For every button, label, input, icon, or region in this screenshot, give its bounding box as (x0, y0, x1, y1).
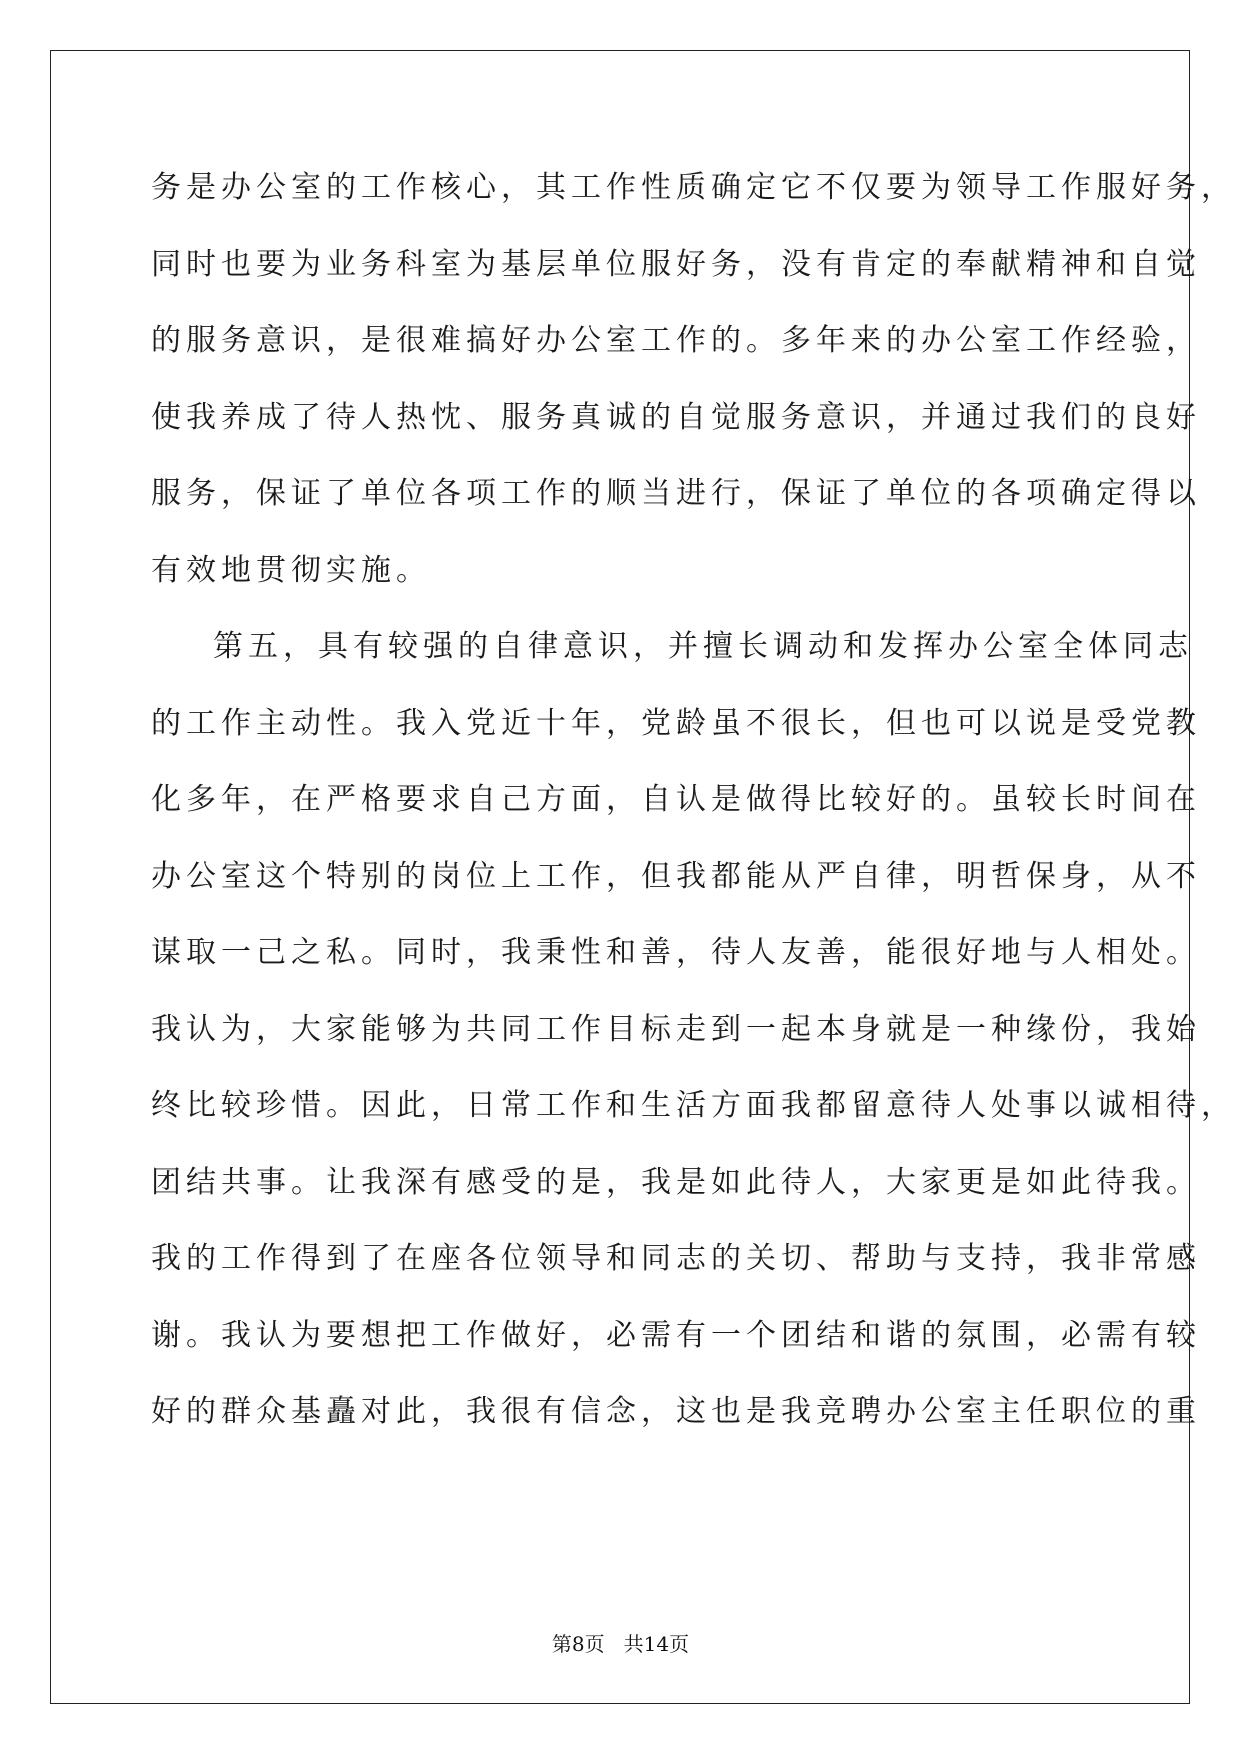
text-line: 谢。我认为要想把工作做好，必需有一个团结和谐的氛围，必需有较 (151, 1317, 1201, 1353)
text-line: 我认为，大家能够为共同工作目标走到一起本身就是一种缘份，我始 (151, 1011, 1201, 1047)
text-line: 使我养成了待人热忱、服务真诚的自觉服务意识，并通过我们的良好 (151, 399, 1201, 435)
text-line: 同时也要为业务科室为基层单位服好务，没有肯定的奉献精神和自觉 (151, 246, 1201, 282)
text-line: 终比较珍惜。因此，日常工作和生活方面我都留意待人处事以诚相待， (151, 1088, 1236, 1123)
text-line: 团结共事。让我深有感受的是，我是如此待人，大家更是如此待我。 (151, 1164, 1201, 1200)
text-line: 的工作主动性。我入党近十年，党龄虽不很长，但也可以说是受党教 (151, 705, 1201, 741)
text-line: 办公室这个特别的岗位上工作，但我都能从严自律，明哲保身，从不 (151, 858, 1201, 894)
text-line: 务是办公室的工作核心，其工作性质确定它不仅要为领导工作服好务， (151, 170, 1236, 205)
text-line: 谋取一己之私。同时，我秉性和善，待人友善，能很好地与人相处。 (151, 935, 1201, 970)
page-number-footer: 第8页 共14页 (551, 1632, 690, 1656)
text-line: 我的工作得到了在座各位领导和同志的关切、帮助与支持，我非常感 (151, 1241, 1201, 1276)
text-line: 有效地贯彻实施。 (151, 552, 431, 588)
text-line: 化多年，在严格要求自己方面，自认是做得比较好的。虽较长时间在 (151, 782, 1201, 817)
text-line: 好的群众基矗对此，我很有信念，这也是我竞聘办公室主任职位的重 (151, 1394, 1201, 1429)
paragraph-start-line: 第五，具有较强的自律意识，并擅长调动和发挥办公室全体同志 (213, 629, 1193, 664)
text-line: 的服务意识，是很难搞好办公室工作的。多年来的办公室工作经验， (151, 323, 1201, 358)
text-line: 服务，保证了单位各项工作的顺当进行，保证了单位的各项确定得以 (151, 476, 1201, 511)
body-text (151, 150, 1236, 1451)
